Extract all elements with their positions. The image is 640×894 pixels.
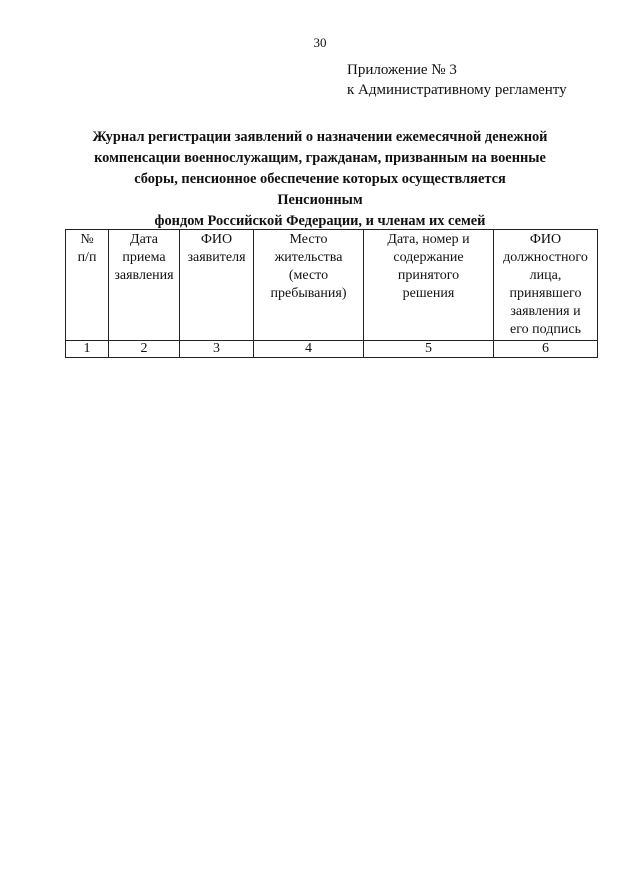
title-line: компенсации военнослужащим, гражданам, призванным на военные — [94, 150, 546, 166]
header-cell-official: ФИО должностного лица, принявшего заявления и его подпись — [494, 230, 598, 341]
document-title — [90, 127, 550, 232]
annex-number: Приложение № 3 — [347, 62, 457, 78]
annex-reference: к Административному регламенту — [347, 82, 567, 98]
column-number-cell: 2 — [109, 341, 180, 358]
title-line: фондом Российской Федерации, и членам их семей — [154, 213, 486, 229]
header-cell-residence: Место жительства (место пребывания) — [254, 230, 364, 341]
header-cell-decision: Дата, номер и содержание принятого решения — [364, 230, 494, 341]
column-number-cell: 4 — [254, 341, 364, 358]
header-cell-date: Дата приема заявления — [109, 230, 180, 341]
column-number-cell: 1 — [66, 341, 109, 358]
header-cell-applicant-name: ФИО заявителя — [180, 230, 254, 341]
page-number: 30 — [313, 35, 327, 50]
column-number-cell: 6 — [494, 341, 598, 358]
registration-journal-table — [65, 229, 598, 358]
column-number-cell: 5 — [364, 341, 494, 358]
annex-heading — [347, 60, 567, 100]
table-header-row — [66, 230, 598, 341]
table-column-numbers-row — [66, 341, 598, 358]
header-cell-number: № п/п — [66, 230, 109, 341]
title-line: Журнал регистрации заявлений о назначении ежемесячной денежной — [92, 129, 548, 145]
column-number-cell: 3 — [180, 341, 254, 358]
title-line: сборы, пенсионное обеспечение которых осуществляется Пенсионным — [134, 171, 506, 208]
